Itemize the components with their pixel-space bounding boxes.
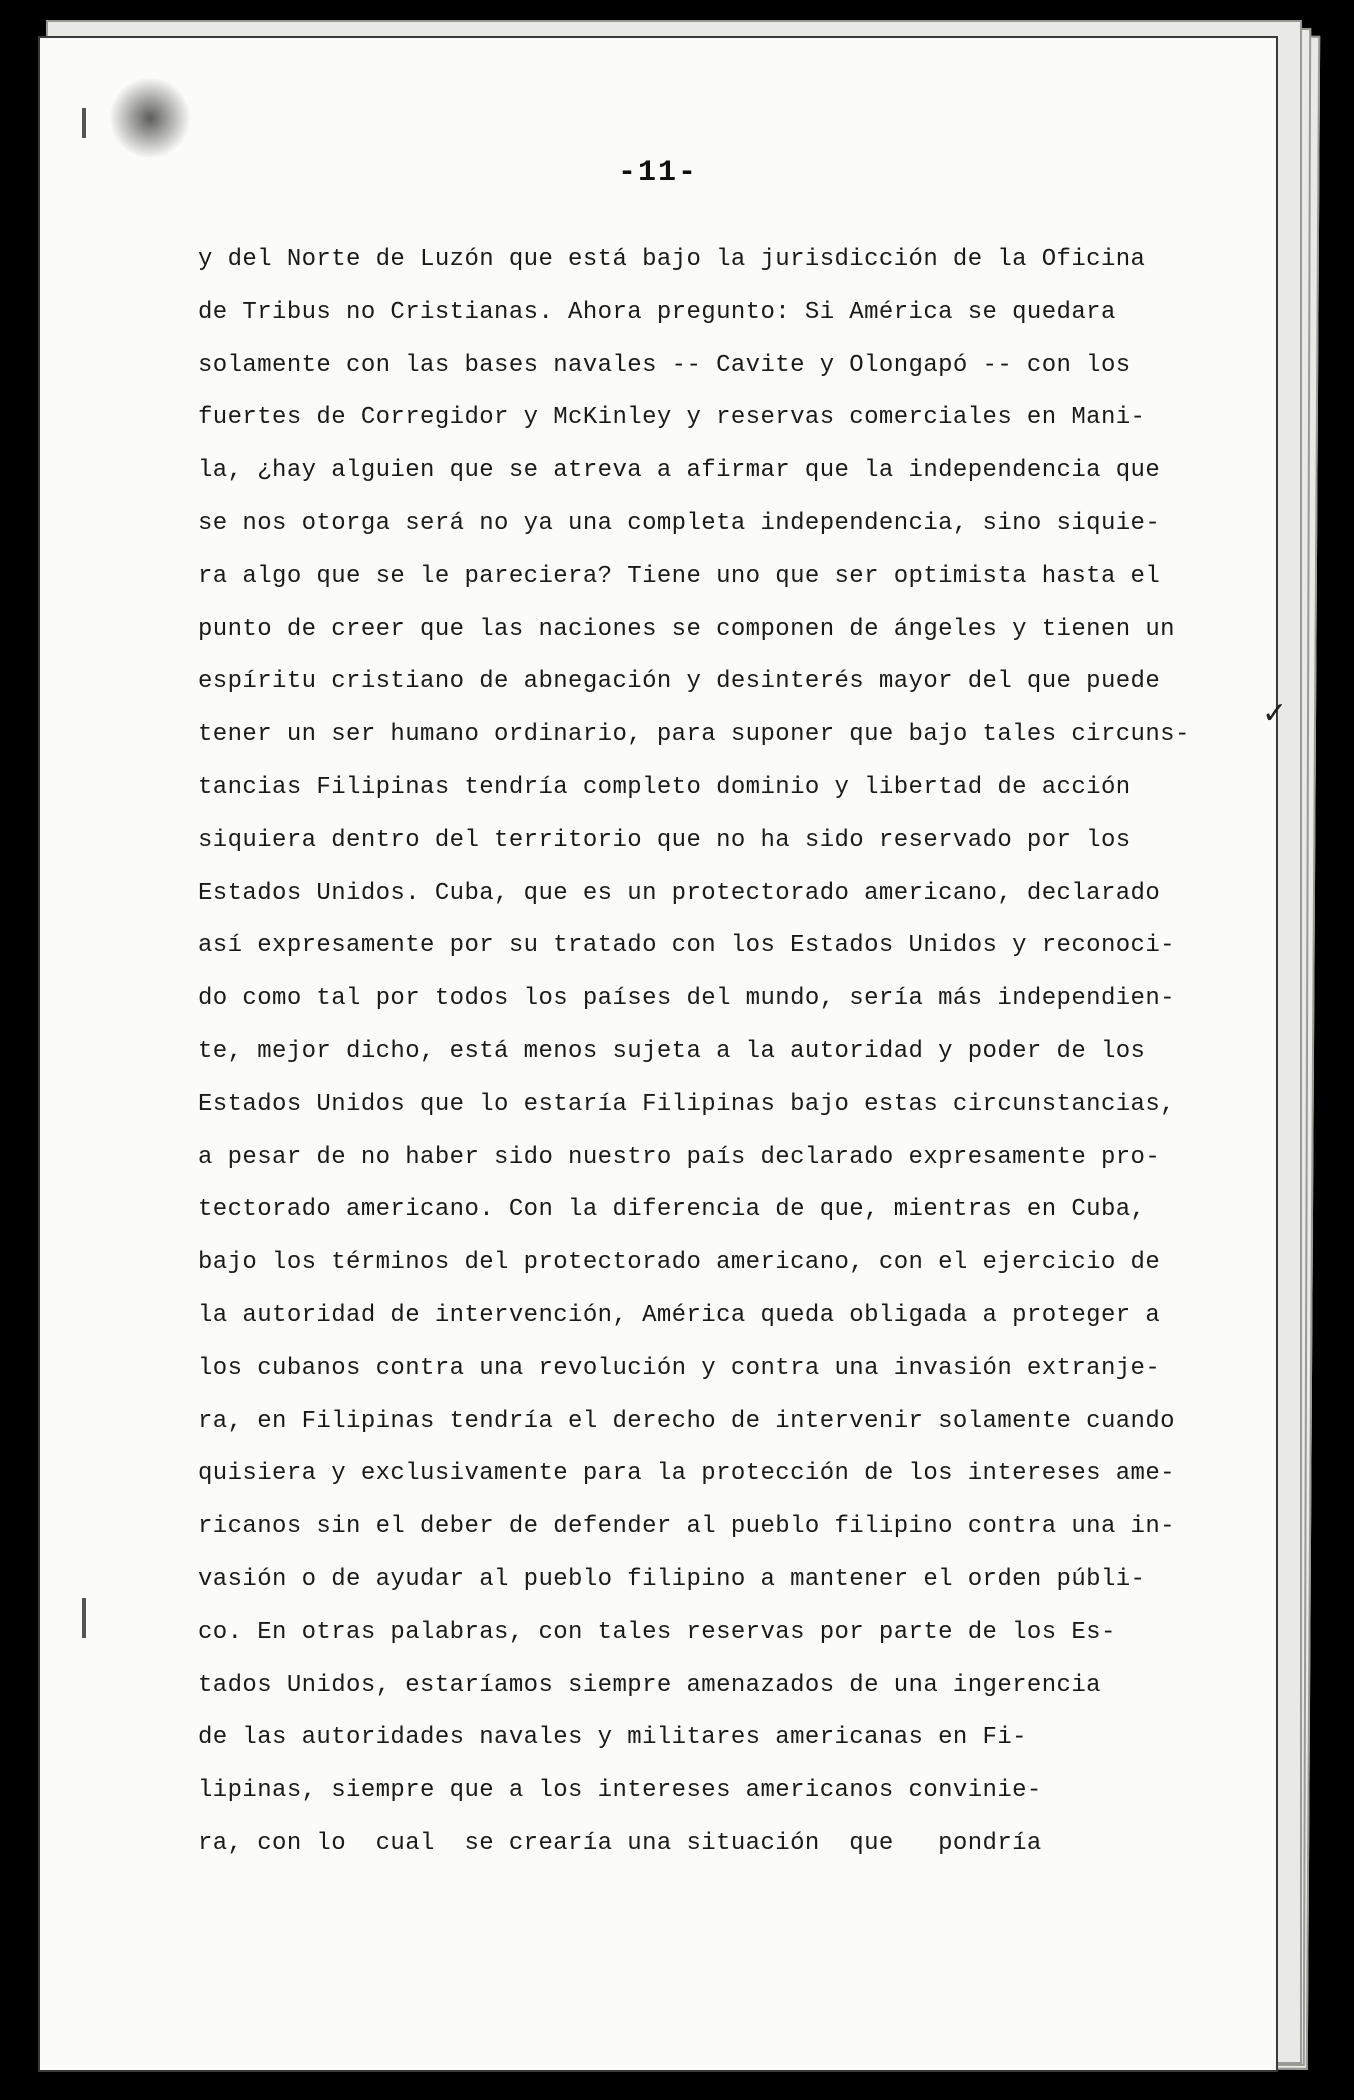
text-line: quisiera y exclusivamente para la protección de los intereses ame-: [198, 1460, 1175, 1488]
text-line: bajo los términos del protectorado americano, con el ejercicio de: [198, 1249, 1161, 1277]
text-line: así expresamente por su tratado con los Estados Unidos y reconoci-: [198, 932, 1175, 960]
text-line: la autoridad de intervención, América queda obligada a proteger a: [198, 1301, 1161, 1329]
check-mark-icon: ✓: [1262, 696, 1288, 731]
text-line: ra, con lo cual se crearía una situación que pondría: [198, 1829, 1042, 1857]
text-line: punto de creer que las naciones se componen de ángeles y tienen un: [198, 615, 1175, 643]
text-line: siquiera dentro del territorio que no ha sido reservado por los: [198, 826, 1131, 854]
text-line: do como tal por todos los países del mundo, sería más independien-: [198, 985, 1175, 1013]
text-line: espíritu cristiano de abnegación y desinterés mayor del que puede: [198, 668, 1161, 696]
document-page: [38, 36, 1278, 2072]
text-line: la, ¿hay alguien que se atreva a afirmar que la independencia que: [198, 457, 1161, 485]
text-line: ra, en Filipinas tendría el derecho de intervenir solamente cuando: [198, 1407, 1175, 1435]
body-text: [198, 234, 1258, 1871]
text-line: Estados Unidos que lo estaría Filipinas bajo estas circunstancias,: [198, 1090, 1175, 1118]
ink-blot: [110, 78, 190, 158]
text-line: ra algo que se le pareciera? Tiene uno que ser optimista hasta el: [198, 562, 1161, 590]
text-line: tectorado americano. Con la diferencia de que, mientras en Cuba,: [198, 1196, 1146, 1224]
text-line: de Tribus no Cristianas. Ahora pregunto: Si América se quedara: [198, 298, 1116, 326]
text-line: co. En otras palabras, con tales reservas por parte de los Es-: [198, 1618, 1116, 1646]
text-line: de las autoridades navales y militares americanas en Fi-: [198, 1724, 1027, 1752]
text-line: lipinas, siempre que a los intereses americanos convinie-: [198, 1777, 1042, 1805]
text-line: ricanos sin el deber de defender al pueblo filipino contra una in-: [198, 1513, 1175, 1541]
text-line: te, mejor dicho, está menos sujeta a la autoridad y poder de los: [198, 1037, 1146, 1065]
text-line: y del Norte de Luzón que está bajo la jurisdicción de la Oficina: [198, 246, 1146, 273]
text-line: se nos otorga será no ya una completa independencia, sino siquie-: [198, 509, 1161, 537]
text-line: tancias Filipinas tendría completo dominio y libertad de acción: [198, 773, 1131, 801]
edge-mark: [82, 108, 86, 138]
text-line: vasión o de ayudar al pueblo filipino a mantener el orden públi-: [198, 1565, 1146, 1593]
page-number: -11-: [617, 156, 698, 190]
text-line: solamente con las bases navales -- Cavite y Olongapó -- con los: [198, 351, 1131, 379]
text-line: fuertes de Corregidor y McKinley y reservas comerciales en Mani-: [198, 404, 1146, 432]
text-line: a pesar de no haber sido nuestro país declarado expresamente pro-: [198, 1143, 1161, 1171]
text-line: los cubanos contra una revolución y contra una invasión extranje-: [198, 1354, 1161, 1382]
text-line: tados Unidos, estaríamos siempre amenazados de una ingerencia: [198, 1671, 1101, 1699]
edge-mark: [82, 1598, 86, 1638]
text-line: Estados Unidos. Cuba, que es un protectorado americano, declarado: [198, 879, 1161, 907]
text-line: tener un ser humano ordinario, para suponer que bajo tales circuns-: [198, 721, 1190, 749]
